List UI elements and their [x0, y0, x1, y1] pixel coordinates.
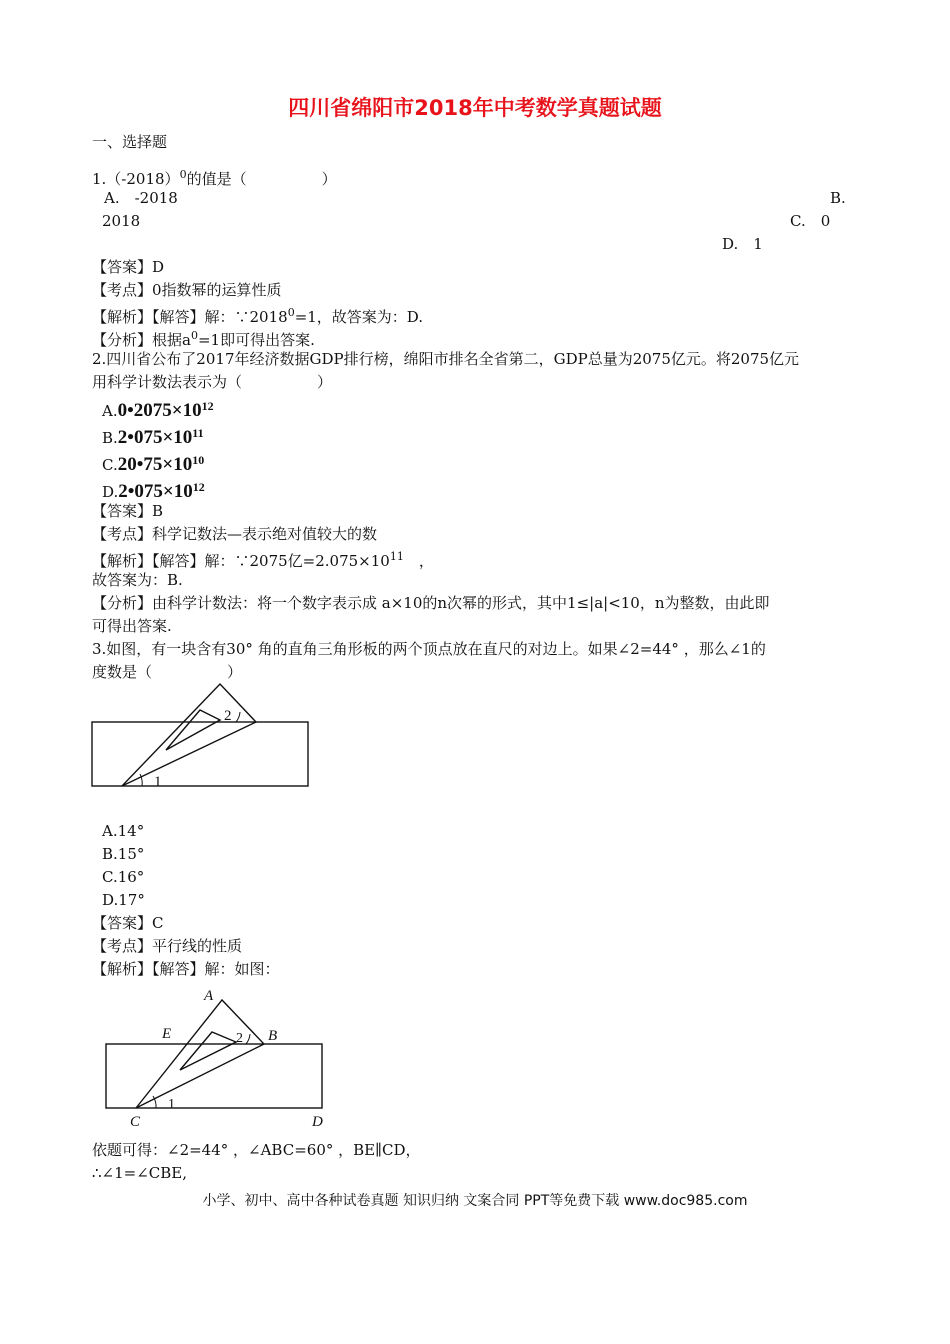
q3-option-b: B.15° — [102, 845, 145, 863]
q3-fig1-angle1-label: 1 — [154, 774, 162, 790]
q2-method-line2: 可得出答案. — [92, 617, 172, 635]
q2-answer: 【答案】B — [92, 502, 164, 520]
q3-option-a: A.14° — [102, 822, 145, 840]
q1-stem: $1.(-2018)^0$的值是（ ） — [92, 168, 337, 188]
document-title: 四川省绵阳市2018年中考数学真题试题 — [288, 96, 662, 120]
q1-method: 【分析】根据$a^0=1$即可得出答案. — [92, 329, 315, 349]
q3-stem-line1: 3.如图，有一块含有30° 角的直角三角形板的两个顶点放在直尺的对边上。如果∠2=44° ，那么∠1的 — [92, 640, 766, 658]
q3-given: 依题可得：∠2=44° ，∠ABC=60° ，BE∥CD， — [92, 1141, 421, 1159]
q1-option-a: A. -2018 — [104, 189, 178, 207]
q3-fig1-angle2-label: 2 — [224, 708, 232, 724]
q2-knowledge-point: 【考点】科学记数法—表示绝对值较大的数 — [92, 525, 378, 543]
q1-option-b-value: 2018 — [102, 212, 141, 230]
q3-answer: 【答案】C — [92, 914, 164, 932]
q3-therefore: ∴∠1=∠CBE, — [92, 1164, 188, 1182]
q3-fig2-angle2-label: 2 — [236, 1031, 243, 1046]
q3-option-d: D.17° — [102, 891, 145, 909]
page-footer: 小学、初中、高中各种试卷真题 知识归纳 文案合同 PPT等免费下载 www.doc985.com — [202, 1193, 748, 1209]
q3-analysis: 【解析】【解答】解：如图： — [92, 960, 280, 978]
q2-stem-line1: 2.四川省公布了2017年经济数据GDP排行榜，绵阳市排名全省第二，GDP总量为2075亿元。将2075亿元 — [92, 350, 800, 368]
q2-stem-line2: 用科学计数法表示为（ ） — [92, 373, 333, 391]
q3-figure-labeled — [100, 984, 340, 1134]
q2-option-d: $D.2•075\times 10^{12}$ — [102, 480, 205, 502]
q3-fig2-point-d: D — [312, 1114, 323, 1130]
q2-conclusion: 故答案为：B. — [92, 571, 183, 589]
q2-method-line1: 【分析】由科学计数法：将一个数字表示成 a×10的n次幂的形式，其中1≤|a|<10，n为整数，由此即 — [92, 594, 770, 612]
q3-fig2-angle1-label: 1 — [168, 1097, 175, 1112]
q1-knowledge-point: 【考点】0指数幂的运算性质 — [92, 281, 282, 299]
q1-option-c: C. 0 — [790, 212, 831, 230]
q3-fig2-point-a: A — [204, 988, 214, 1004]
q3-fig2-point-e: E — [162, 1026, 172, 1042]
q3-knowledge-point: 【考点】平行线的性质 — [92, 937, 243, 955]
q1-analysis: 【解析】【解答】解：$\because 2018^0=1$，故答案为：D. — [92, 306, 424, 326]
section-heading: 一、选择题 — [92, 133, 168, 151]
q3-option-c: C.16° — [102, 868, 145, 886]
q3-stem-line2: 度数是（ ） — [92, 663, 243, 681]
q1-option-b-label: B. — [830, 189, 846, 207]
q2-analysis: 【解析】【解答】解：∵2075亿$=2.075\times 10^{11}$ ， — [92, 550, 434, 570]
q2-option-b: $B.2•075\times 10^{11}$ — [102, 426, 204, 448]
q1-answer: 【答案】D — [92, 258, 165, 276]
q3-fig2-point-c: C — [130, 1114, 141, 1130]
q2-option-a: $A.0•2075\times 10^{12}$ — [102, 399, 214, 421]
q1-option-d: D. 1 — [722, 235, 763, 253]
q3-fig2-point-b: B — [268, 1028, 278, 1044]
q2-option-c: $C.20•75\times 10^{10}$ — [102, 453, 205, 475]
q3-figure-ruler-triangle — [88, 680, 318, 792]
